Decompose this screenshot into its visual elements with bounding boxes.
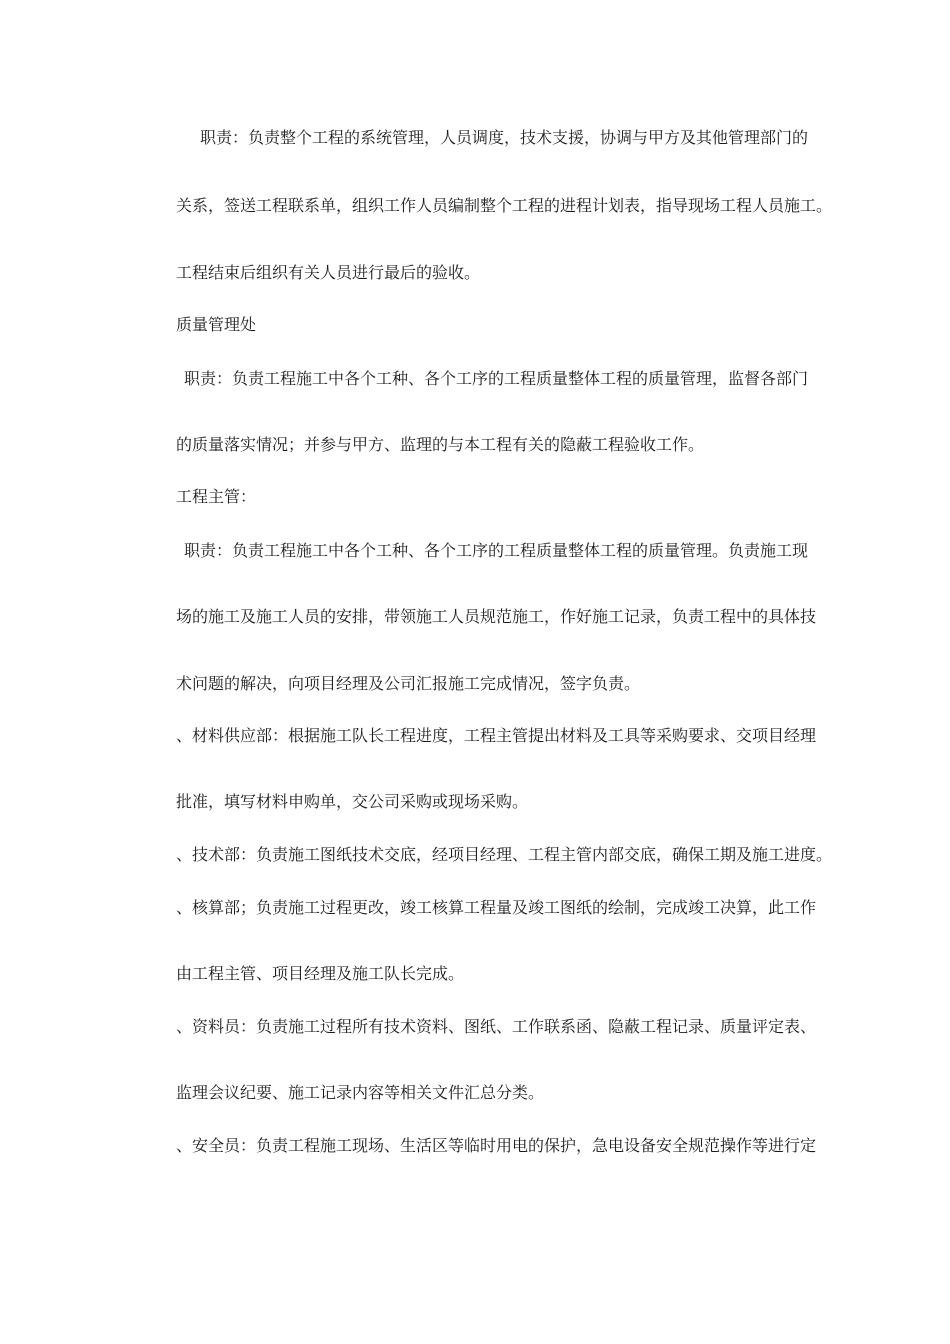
section-heading-quality: 质量管理处 <box>176 315 257 334</box>
paragraph-line-12: 批准，填写材料申购单，交公司采购或现场采购。 <box>176 792 529 811</box>
paragraph-line-17: 监理会议纪要、施工记录内容等相关文件汇总分类。 <box>176 1083 545 1102</box>
paragraph-line-18: 、安全员：负责工程施工现场、生活区等临时用电的保护，急电设备安全规范操作等进行定 <box>176 1136 817 1155</box>
paragraph-line-5: 职责：负责工程施工中各个工种、各个工序的工程质量整体工程的质量管理，监督各部门 <box>184 369 809 388</box>
paragraph-line-14: 、核算部；负责施工过程更改，竣工核算工程量及竣工图纸的绘制，完成竣工决算，此工作 <box>176 898 817 917</box>
paragraph-line-9: 场的施工及施工人员的安排，带领施工人员规范施工，作好施工记录，负责工程中的具体技 <box>176 607 817 626</box>
paragraph-line-16: 、资料员：负责施工过程所有技术资料、图纸、工作联系函、隐蔽工程记录、质量评定表、 <box>176 1017 817 1036</box>
section-heading-engineering-supervisor: 工程主管： <box>176 487 257 506</box>
paragraph-line-15: 由工程主管、项目经理及施工队长完成。 <box>176 964 465 983</box>
paragraph-line-10: 术问题的解决，向项目经理及公司汇报施工完成情况，签字负责。 <box>176 674 641 693</box>
paragraph-line-1: 职责：负责整个工程的系统管理，人员调度，技术支援，协调与甲方及其他管理部门的 <box>200 128 809 147</box>
paragraph-line-8: 职责：负责工程施工中各个工种、各个工序的工程质量整体工程的质量管理。负责施工现 <box>184 541 809 560</box>
paragraph-line-13: 、技术部：负责施工图纸技术交底，经项目经理、工程主管内部交底，确保工期及施工进度。 <box>176 845 833 864</box>
paragraph-line-11: 、材料供应部：根据施工队长工程进度，工程主管提出材料及工具等采购要求、交项目经理 <box>176 726 817 745</box>
paragraph-line-3: 工程结束后组织有关人员进行最后的验收。 <box>176 263 481 282</box>
paragraph-line-6: 的质量落实情况；并参与甲方、监理的与本工程有关的隐蔽工程验收工作。 <box>176 435 705 454</box>
paragraph-line-2: 关系，签送工程联系单，组织工作人员编制整个工程的进程计划表，指导现场工程人员施工。 <box>176 196 833 215</box>
